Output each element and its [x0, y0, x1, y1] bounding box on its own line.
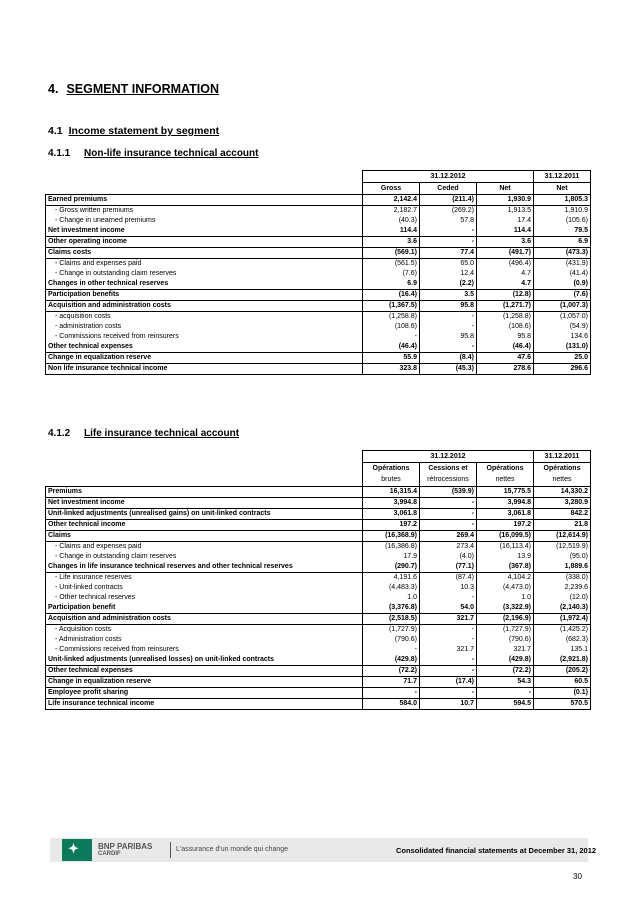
- row-value: 3,061.8: [363, 509, 420, 520]
- footer-statement: Consolidated financial statements at December 31, 2012: [396, 846, 597, 855]
- row-label: - Acquisition costs: [46, 625, 363, 636]
- row-value: 14,330.2: [534, 487, 591, 498]
- row-value: (367.8): [477, 562, 534, 573]
- table-row: [46, 603, 591, 614]
- table-row: [46, 195, 591, 206]
- life-col-gross-bottom: brutes: [363, 475, 420, 487]
- row-label: Other operating income: [46, 237, 363, 248]
- row-value: -: [420, 312, 477, 323]
- row-value: (16,099.5): [477, 531, 534, 542]
- row-value: (211.4): [420, 195, 477, 206]
- row-value: (0.9): [534, 279, 591, 290]
- nonlife-period-row: [46, 171, 591, 183]
- row-value: (1,258.8): [363, 312, 420, 323]
- table-row: [46, 583, 591, 593]
- row-value: (2,196.9): [477, 614, 534, 625]
- table-row: [46, 364, 591, 375]
- page-number: 30: [573, 872, 582, 881]
- row-value: (2,140.3): [534, 603, 591, 614]
- nonlife-col-net: Net: [477, 183, 534, 195]
- footer-slogan: L'assurance d'un monde qui change: [176, 846, 289, 853]
- row-value: 25.0: [534, 353, 591, 364]
- table-row: [46, 542, 591, 553]
- row-value: 10.7: [420, 699, 477, 710]
- nonlife-col-net-2011: Net: [534, 183, 591, 195]
- row-value: (1,007.3): [534, 301, 591, 312]
- row-value: (3,376.8): [363, 603, 420, 614]
- life-col-ceded-top: Cessions et: [420, 463, 477, 475]
- row-value: (429.8): [363, 655, 420, 666]
- life-period-2011: 31.12.2011: [534, 451, 591, 463]
- row-value: 4,104.2: [477, 573, 534, 584]
- row-value: 1,805.3: [534, 195, 591, 206]
- table-row: [46, 677, 591, 688]
- row-value: 594.5: [477, 699, 534, 710]
- row-value: (4.0): [420, 552, 477, 562]
- nonlife-period-2012: 31.12.2012: [363, 171, 534, 183]
- row-value: (205.2): [534, 666, 591, 677]
- table-row: [46, 562, 591, 573]
- life-col-gross-top: Opérations: [363, 463, 420, 475]
- row-value: (569.1): [363, 248, 420, 259]
- row-value: 95.8: [420, 301, 477, 312]
- row-value: (17.4): [420, 677, 477, 688]
- nonlife-col-gross: Gross: [363, 183, 420, 195]
- row-value: 54.3: [477, 677, 534, 688]
- row-value: 114.4: [477, 226, 534, 237]
- row-value: (3,322.9): [477, 603, 534, 614]
- table-row: [46, 655, 591, 666]
- life-column-row-top: [46, 463, 591, 475]
- row-value: (12.0): [534, 593, 591, 603]
- row-value: 17.4: [477, 216, 534, 226]
- row-value: -: [420, 498, 477, 509]
- table-row: [46, 259, 591, 270]
- row-value: 95.8: [420, 332, 477, 342]
- row-label: - Unit-linked contracts: [46, 583, 363, 593]
- row-value: (496.4): [477, 259, 534, 270]
- row-value: (1,727.9): [363, 625, 420, 636]
- row-value: (561.5): [363, 259, 420, 270]
- row-value: 4.7: [477, 279, 534, 290]
- row-value: 296.6: [534, 364, 591, 375]
- table-row: [46, 635, 591, 645]
- table-row: [46, 353, 591, 364]
- row-value: (1,972.4): [534, 614, 591, 625]
- row-label: - Change in unearned premiums: [46, 216, 363, 226]
- row-value: -: [420, 655, 477, 666]
- row-label: Change in equalization reserve: [46, 677, 363, 688]
- row-value: (46.4): [477, 342, 534, 353]
- row-label: Participation benefit: [46, 603, 363, 614]
- row-value: 1.0: [477, 593, 534, 603]
- subsection-number: 4.1: [48, 125, 63, 137]
- row-value: 21.8: [534, 520, 591, 531]
- row-value: (269.2): [420, 206, 477, 217]
- life-table: [45, 450, 591, 710]
- row-value: -: [420, 688, 477, 699]
- row-label: Other technical expenses: [46, 342, 363, 353]
- row-value: 3,061.8: [477, 509, 534, 520]
- table-row: [46, 666, 591, 677]
- table-row: [46, 332, 591, 342]
- footer-brand-sub: CARDIF: [98, 851, 121, 857]
- table-row: [46, 279, 591, 290]
- row-label: Changes in life insurance technical reserves and other technical reserves: [46, 562, 363, 573]
- row-value: (2,921.8): [534, 655, 591, 666]
- row-value: (491.7): [477, 248, 534, 259]
- nonlife-period-2011: 31.12.2011: [534, 171, 591, 183]
- row-value: 269.4: [420, 531, 477, 542]
- row-value: 3.5: [420, 290, 477, 301]
- row-value: (45.3): [420, 364, 477, 375]
- row-value: (46.4): [363, 342, 420, 353]
- row-value: 47.6: [477, 353, 534, 364]
- row-label: Net investment income: [46, 498, 363, 509]
- row-value: (105.6): [534, 216, 591, 226]
- life-col-net-top: Opérations: [477, 463, 534, 475]
- row-label: - Gross written premiums: [46, 206, 363, 217]
- row-value: -: [420, 226, 477, 237]
- row-value: 197.2: [477, 520, 534, 531]
- row-value: (290.7): [363, 562, 420, 573]
- row-value: 71.7: [363, 677, 420, 688]
- row-value: (1,057.0): [534, 312, 591, 323]
- row-value: (1,367.5): [363, 301, 420, 312]
- row-label: - Other technical reserves: [46, 593, 363, 603]
- row-value: -: [420, 342, 477, 353]
- row-value: (8.4): [420, 353, 477, 364]
- row-value: 2,239.6: [534, 583, 591, 593]
- row-value: (12.8): [477, 290, 534, 301]
- row-value: (131.0): [534, 342, 591, 353]
- table-row: [46, 301, 591, 312]
- row-value: 54.0: [420, 603, 477, 614]
- row-value: (72.2): [477, 666, 534, 677]
- row-label: Premiums: [46, 487, 363, 498]
- table-row: [46, 290, 591, 301]
- row-value: 79.5: [534, 226, 591, 237]
- section-number: 4.: [48, 82, 59, 96]
- table-row: [46, 552, 591, 562]
- nonlife-heading-number: 4.1.1: [48, 148, 71, 159]
- row-value: (77.1): [420, 562, 477, 573]
- row-value: 4.7: [477, 269, 534, 279]
- row-value: (682.3): [534, 635, 591, 645]
- row-value: 3,994.8: [363, 498, 420, 509]
- table-row: [46, 531, 591, 542]
- row-value: (16,386.8): [363, 542, 420, 553]
- subsection-heading: [48, 125, 219, 137]
- row-value: 278.6: [477, 364, 534, 375]
- row-value: 1,913.5: [477, 206, 534, 217]
- nonlife-column-row: [46, 183, 591, 195]
- row-label: Other technical income: [46, 520, 363, 531]
- row-value: 55.9: [363, 353, 420, 364]
- row-label: - Claims and expenses paid: [46, 259, 363, 270]
- row-value: (790.6): [477, 635, 534, 645]
- life-heading-title: Life insurance technical account: [84, 428, 240, 439]
- row-label: Net investment income: [46, 226, 363, 237]
- row-label: - Administration costs: [46, 635, 363, 645]
- subsection-title: Income statement by segment: [68, 125, 220, 137]
- section-heading: [48, 82, 219, 96]
- row-value: 134.6: [534, 332, 591, 342]
- nonlife-col-ceded: Ceded: [420, 183, 477, 195]
- row-value: 842.2: [534, 509, 591, 520]
- table-row: [46, 237, 591, 248]
- row-value: (16,368.9): [363, 531, 420, 542]
- row-label: Unit-linked adjustments (unrealised gains) on unit-linked contracts: [46, 509, 363, 520]
- table-row: [46, 312, 591, 323]
- row-value: (473.3): [534, 248, 591, 259]
- row-value: 16,315.4: [363, 487, 420, 498]
- row-label: - Change in outstanding claim reserves: [46, 269, 363, 279]
- row-value: 197.2: [363, 520, 420, 531]
- row-label: Acquisition and administration costs: [46, 301, 363, 312]
- row-value: 1,889.6: [534, 562, 591, 573]
- row-value: -: [477, 688, 534, 699]
- row-value: (7.6): [534, 290, 591, 301]
- row-value: -: [420, 237, 477, 248]
- table-row: [46, 509, 591, 520]
- row-value: 57.8: [420, 216, 477, 226]
- row-value: 570.5: [534, 699, 591, 710]
- row-label: Life insurance technical income: [46, 699, 363, 710]
- row-value: 6.9: [363, 279, 420, 290]
- row-label: Other technical expenses: [46, 666, 363, 677]
- nonlife-table: [45, 170, 591, 375]
- life-column-row-bottom: [46, 475, 591, 487]
- row-value: (7.6): [363, 269, 420, 279]
- row-value: (95.0): [534, 552, 591, 562]
- row-value: (41.4): [534, 269, 591, 279]
- row-value: 323.8: [363, 364, 420, 375]
- row-value: (16,113.4): [477, 542, 534, 553]
- row-value: (12,614.9): [534, 531, 591, 542]
- row-value: -: [363, 332, 420, 342]
- row-label: Acquisition and administration costs: [46, 614, 363, 625]
- life-heading: [48, 428, 239, 439]
- table-row: [46, 688, 591, 699]
- row-value: (539.9): [420, 487, 477, 498]
- row-value: 60.5: [534, 677, 591, 688]
- row-value: 321.7: [420, 645, 477, 655]
- row-value: 2,182.7: [363, 206, 420, 217]
- row-value: 4,191.6: [363, 573, 420, 584]
- section-title: SEGMENT INFORMATION: [66, 82, 219, 96]
- row-label: - Change in outstanding claim reserves: [46, 552, 363, 562]
- row-value: (1,271.7): [477, 301, 534, 312]
- row-value: 114.4: [363, 226, 420, 237]
- row-value: (1,425.2): [534, 625, 591, 636]
- row-value: -: [420, 635, 477, 645]
- life-period-row: [46, 451, 591, 463]
- row-value: (108.6): [477, 322, 534, 332]
- row-value: (87.4): [420, 573, 477, 584]
- table-row: [46, 625, 591, 636]
- table-row: [46, 498, 591, 509]
- row-value: (40.3): [363, 216, 420, 226]
- table-row: [46, 342, 591, 353]
- row-value: 12.4: [420, 269, 477, 279]
- row-value: 77.4: [420, 248, 477, 259]
- row-value: 3,994.8: [477, 498, 534, 509]
- life-heading-number: 4.1.2: [48, 428, 71, 439]
- row-label: Participation benefits: [46, 290, 363, 301]
- row-label: - Commissions received from reinsurers: [46, 645, 363, 655]
- row-value: 13.9: [477, 552, 534, 562]
- row-value: 321.7: [477, 645, 534, 655]
- row-value: 584.0: [363, 699, 420, 710]
- row-label: Change in equalization reserve: [46, 353, 363, 364]
- row-value: 1,910.9: [534, 206, 591, 217]
- row-value: (2,518.5): [363, 614, 420, 625]
- nonlife-heading-title: Non-life insurance technical account: [84, 148, 259, 159]
- row-value: 3,280.9: [534, 498, 591, 509]
- table-row: [46, 487, 591, 498]
- row-value: 1,930.9: [477, 195, 534, 206]
- row-value: 273.4: [420, 542, 477, 553]
- row-value: 65.0: [420, 259, 477, 270]
- table-row: [46, 614, 591, 625]
- row-value: (1,727.9): [477, 625, 534, 636]
- row-value: (0.1): [534, 688, 591, 699]
- row-value: 135.1: [534, 645, 591, 655]
- table-row: [46, 216, 591, 226]
- table-row: [46, 699, 591, 710]
- row-value: -: [420, 666, 477, 677]
- row-value: 6.9: [534, 237, 591, 248]
- row-label: Unit-linked adjustments (unrealised losses) on unit-linked contracts: [46, 655, 363, 666]
- row-label: - Life insurance reserves: [46, 573, 363, 584]
- life-period-2012: 31.12.2012: [363, 451, 534, 463]
- row-value: 15,775.5: [477, 487, 534, 498]
- row-label: - acquisition costs: [46, 312, 363, 323]
- row-value: -: [420, 520, 477, 531]
- row-value: (4,473.0): [477, 583, 534, 593]
- table-row: [46, 269, 591, 279]
- row-label: Employee profit sharing: [46, 688, 363, 699]
- life-col-net-2011-bottom: nettes: [534, 475, 591, 487]
- row-value: (4,483.3): [363, 583, 420, 593]
- row-value: (1,258.8): [477, 312, 534, 323]
- life-col-net-2011-top: Opérations: [534, 463, 591, 475]
- row-value: (429.8): [477, 655, 534, 666]
- table-row: [46, 645, 591, 655]
- row-value: -: [420, 322, 477, 332]
- star-logo-icon: ✦: [68, 841, 79, 856]
- row-value: (431.9): [534, 259, 591, 270]
- row-label: Claims: [46, 531, 363, 542]
- table-row: [46, 226, 591, 237]
- footer-brand: BNP PARIBAS: [98, 842, 153, 851]
- row-label: Claims costs: [46, 248, 363, 259]
- row-value: -: [363, 688, 420, 699]
- row-value: (12,519.9): [534, 542, 591, 553]
- row-value: 1.0: [363, 593, 420, 603]
- row-value: 3.6: [363, 237, 420, 248]
- row-value: 2,142.4: [363, 195, 420, 206]
- row-value: (16.4): [363, 290, 420, 301]
- table-row: [46, 520, 591, 531]
- table-row: [46, 248, 591, 259]
- row-value: (108.6): [363, 322, 420, 332]
- footer-divider: [170, 842, 171, 858]
- row-value: (54.9): [534, 322, 591, 332]
- row-label: - Commissions received from reinsurers: [46, 332, 363, 342]
- row-value: 95.8: [477, 332, 534, 342]
- row-value: 321.7: [420, 614, 477, 625]
- row-label: Changes in other technical reserves: [46, 279, 363, 290]
- row-value: (2.2): [420, 279, 477, 290]
- life-col-ceded-bottom: rétrocessions: [420, 475, 477, 487]
- row-value: (338.0): [534, 573, 591, 584]
- row-label: - administration costs: [46, 322, 363, 332]
- table-row: [46, 593, 591, 603]
- row-value: 10.3: [420, 583, 477, 593]
- row-value: -: [420, 593, 477, 603]
- nonlife-heading: [48, 148, 258, 159]
- table-row: [46, 206, 591, 217]
- row-value: -: [420, 625, 477, 636]
- row-label: Earned premiums: [46, 195, 363, 206]
- row-value: (72.2): [363, 666, 420, 677]
- row-label: - Claims and expenses paid: [46, 542, 363, 553]
- table-row: [46, 573, 591, 584]
- row-label: Non life insurance technical income: [46, 364, 363, 375]
- table-row: [46, 322, 591, 332]
- row-value: -: [420, 509, 477, 520]
- row-value: -: [363, 645, 420, 655]
- life-col-net-bottom: nettes: [477, 475, 534, 487]
- row-value: 3.6: [477, 237, 534, 248]
- row-value: (790.6): [363, 635, 420, 645]
- row-value: 17.9: [363, 552, 420, 562]
